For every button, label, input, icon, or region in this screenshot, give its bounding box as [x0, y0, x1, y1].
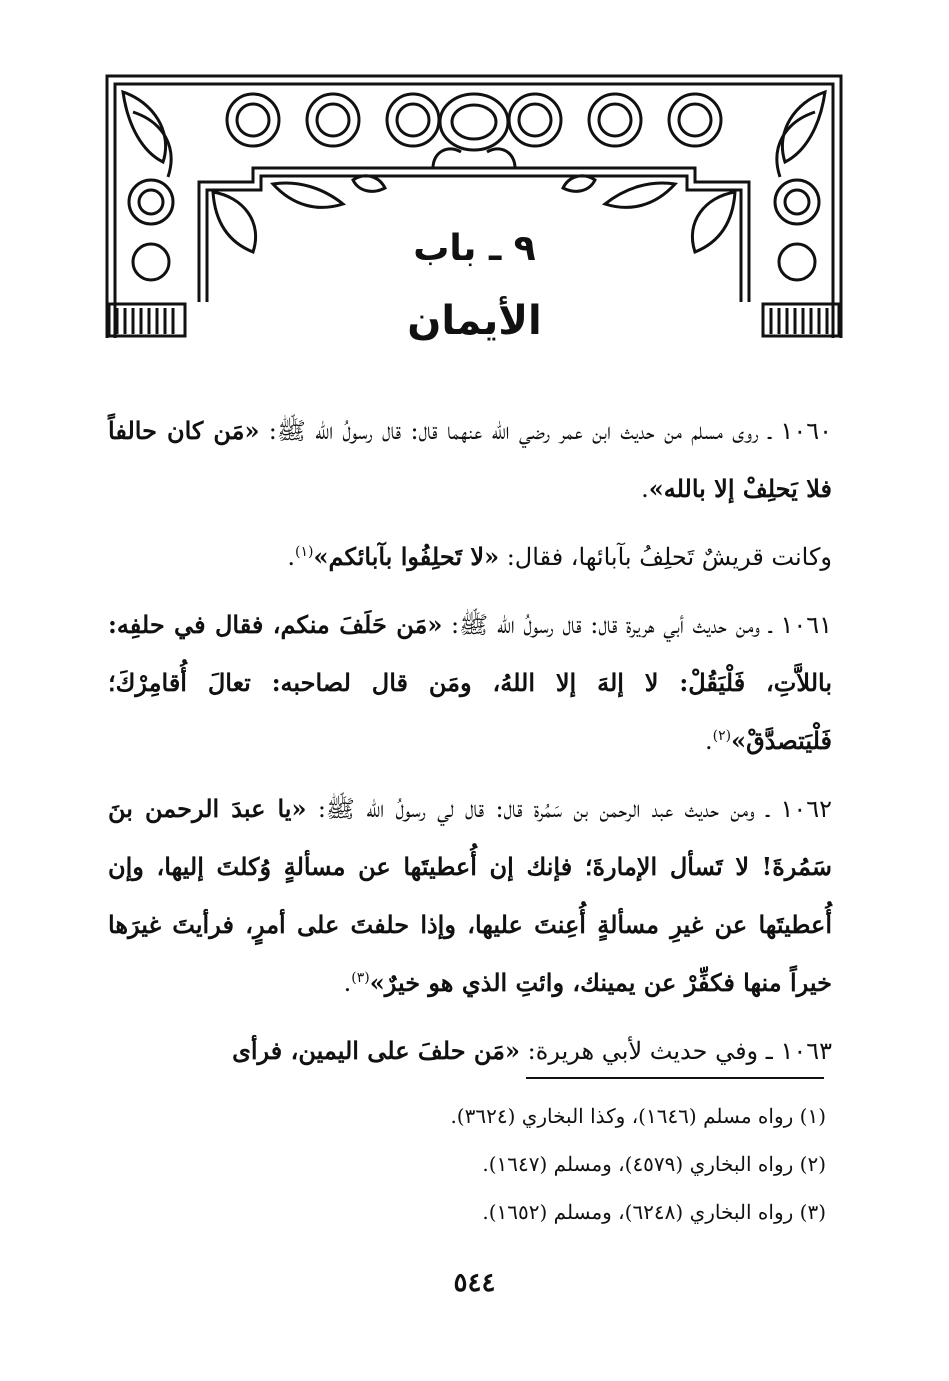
hadith-1063 [108, 1022, 832, 1080]
hadith-tail: . [287, 543, 295, 571]
page-number: ٥٤٤ [453, 1268, 496, 1298]
footnote-3: (٣) رواه البخاري (٦٢٤٨)، ومسلم (١٦٥٢). [482, 1200, 826, 1224]
hadith-tail: . [343, 969, 352, 997]
footnote-1: (١) رواه مسلم (١٦٤٦)، وكذا البخاري (٣٦٢٤). [450, 1104, 826, 1128]
footnote-ref-1: (١) [295, 544, 314, 560]
hadith-lead: وكانت قريشٌ تَحلِفُ بآبائها، فقال: [499, 543, 832, 571]
footnote-2: (٢) رواه البخاري (٤٥٧٩)، ومسلم (١٦٤٧). [482, 1152, 826, 1176]
chapter-title: ٩ ـ باب [413, 228, 536, 269]
hadith-lead: ١٠٦٠ ـ روى مسلم من حديث ابن عمر رضي الله عنهما قال: قال رسولُ الله ﷺ: [259, 417, 832, 445]
footnote-divider [526, 1077, 824, 1079]
hadith-lead: ١٠٦١ ـ ومن حديث أبي هريرة قال: قال رسولُ الله ﷺ: [442, 611, 832, 639]
hadith-1060-cont [108, 528, 832, 586]
hadith-quote: «يا عبدَ الرحمن بنَ سَمُرةَ! لا تَسأل الإمارةَ؛ فإنك إن أُعطيتَها عن مسألةٍ وُكلتَ إليها، وإن أُعطيتَها عن غيرِ مسألةٍ أُعِنتَ عليها، وإذا حلفتَ على أمرٍ، فرأيتَ غيرَها خيراً منها فكفِّرْ عن يمينك، وائتِ الذي هو خيرٌ» [108, 794, 832, 997]
hadith-quote: «مَن حلفَ على اليمين، فرأى [232, 1036, 521, 1065]
chapter-subtitle: الأيمان [407, 298, 542, 344]
hadith-1061 [108, 596, 832, 770]
hadith-tail: . [641, 475, 649, 503]
hadith-lead: ١٠٦٣ ـ وفي حديث لأبي هريرة: [520, 1037, 832, 1065]
hadith-lead: ١٠٦٢ ـ ومن حديث عبد الرحمن بن سَمُرة قال: قال لي رسولُ الله ﷺ: [306, 795, 832, 823]
footnote-ref-2: (٢) [712, 728, 732, 744]
footnotes [300, 1092, 826, 1236]
hadith-quote: «مَن كان حالفاً فلا يَحلِفْ إلا بالله» [108, 416, 832, 503]
hadith-quote: «لا تَحلِفُوا بآبائكم» [313, 542, 500, 571]
footnote-ref-3: (٣) [351, 970, 370, 986]
hadith-1060 [108, 402, 832, 518]
hadith-quote: «مَن حَلَفَ منكم، فقال في حلفِه: باللاَّتِ، فَلْيَقُلْ: لا إلهَ إلا اللهُ، ومَن قال لصاحبه: تعالَ أُقامِرْكَ؛ فَلْيَتصدَّقْ» [108, 610, 832, 755]
hadith-tail: . [704, 727, 713, 755]
hadith-1062 [108, 780, 832, 1012]
main-text [108, 402, 832, 1090]
